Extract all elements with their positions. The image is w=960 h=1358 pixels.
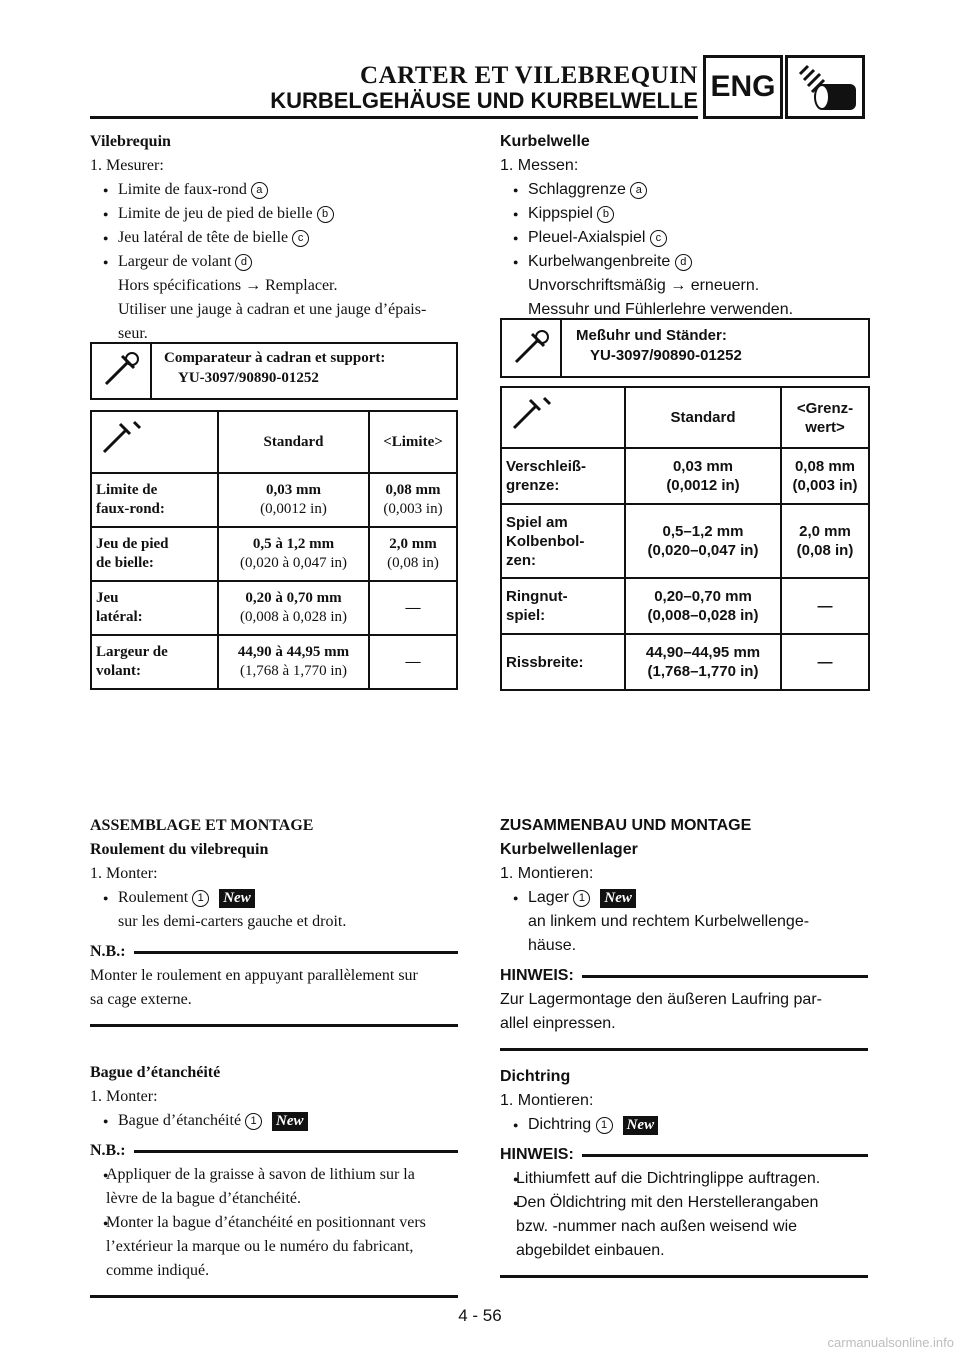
caliper-icon	[91, 411, 154, 473]
mark-d: d	[235, 254, 252, 271]
mark-1: 1	[596, 1117, 613, 1134]
de-row-label: Verschleiß- grenze:	[501, 448, 625, 504]
fr-nb-header: N.B.:	[90, 1139, 458, 1163]
header-title-de: KURBELGEHÄUSE UND KURBELWELLE	[270, 88, 698, 113]
mark-c: c	[292, 230, 309, 247]
de-row-standard: 0,20–0,70 mm (0,008–0,028 in)	[625, 578, 781, 634]
fr-item: ● Limite de jeu de pied de bielle b	[90, 202, 458, 226]
fr-tool-code: YU-3097/90890-01252	[178, 370, 319, 386]
wrench-icon	[92, 344, 152, 398]
de-row-label: Ringnut- spiel:	[501, 578, 625, 634]
de-row-standard: 44,90–44,95 mm (1,768–1,770 in)	[625, 634, 781, 690]
fr-row-standard: 0,20 à 0,70 mm (0,008 à 0,028 in)	[218, 581, 369, 635]
fr-row-limit: —	[369, 635, 457, 689]
fr-note: Hors spécifications → Remplacer.	[118, 277, 338, 294]
fr-title: Vilebrequin	[90, 133, 171, 150]
de-seal-note: ● Lithiumfett auf die Dichtringlippe auftragen.	[500, 1167, 868, 1191]
fr-seal-item: ● Bague d’étanchéité 1 New	[90, 1109, 458, 1133]
de-head-limit: <Grenz- wert>	[781, 387, 869, 448]
fr-bearing-item: ● Roulement 1 New	[90, 886, 458, 910]
mark-1: 1	[192, 890, 209, 907]
fr-bearing-note: Monter le roulement en appuyant parallèlement sur	[90, 967, 418, 984]
wrench-icon	[502, 320, 562, 376]
fr-asm-title: ASSEMBLAGE ET MONTAGE	[90, 817, 314, 834]
fr-step: 1. Mesurer:	[90, 157, 164, 174]
de-row-limit: —	[781, 578, 869, 634]
fr-row-label: Largeur de volant:	[91, 635, 218, 689]
fr-spec-table	[90, 410, 458, 690]
watermark: carmanualsonline.info	[827, 1335, 954, 1350]
eng-badge: ENG	[703, 55, 783, 119]
de-bearing-step: 1. Montieren:	[500, 865, 594, 882]
de-title: Kurbelwelle	[500, 133, 590, 150]
fr-bearing-title: Roulement du vilebrequin	[90, 841, 269, 858]
new-badge: New	[219, 889, 255, 908]
de-row-standard: 0,03 mm (0,0012 in)	[625, 448, 781, 504]
de-item: ● Kurbelwangenbreite d	[500, 250, 868, 274]
de-bearing-item: ● Lager 1 New	[500, 886, 868, 910]
de-asm-title: ZUSAMMENBAU UND MONTAGE	[500, 817, 752, 834]
de-seal-title: Dichtring	[500, 1068, 571, 1085]
fr-seal-note: ● Appliquer de la graisse à savon de lithium sur la lèvre de la bague d’étanchéité.	[90, 1163, 458, 1211]
fr-head-limit: <Limite>	[369, 411, 457, 473]
fr-row-label: Jeu de pied de bielle:	[91, 527, 218, 581]
fr-row-limit: —	[369, 581, 457, 635]
de-row-label: Spiel am Kolbenbol- zen:	[501, 504, 625, 578]
engine-icon	[785, 55, 865, 119]
de-note: Messuhr und Fühlerlehre verwenden.	[528, 301, 794, 318]
de-measure-section	[500, 130, 868, 322]
de-note: Unvorschriftsmäßig → erneuern.	[528, 277, 760, 294]
page-number: 4 - 56	[458, 1306, 502, 1325]
de-row-limit: 2,0 mm (0,08 in)	[781, 504, 869, 578]
fr-seal-step: 1. Monter:	[90, 1088, 158, 1105]
de-tool-box	[500, 318, 870, 378]
mark-b: b	[597, 206, 614, 223]
de-item: ● Kippspiel b	[500, 202, 868, 226]
fr-seal-note: ● Monter la bague d’étanchéité en positionnant vers l’extérieur la marque ou le numéro du fabricant, comme indiqué.	[90, 1211, 458, 1283]
mark-1: 1	[245, 1113, 262, 1130]
de-step: 1. Messen:	[500, 157, 579, 174]
fr-note: Utiliser une jauge à cadran et une jauge d’épais-	[118, 301, 427, 318]
new-badge: New	[600, 889, 636, 908]
header-rule	[90, 116, 698, 119]
de-spec-table	[500, 386, 870, 691]
de-hinweis-end	[500, 1048, 868, 1051]
de-seal-step: 1. Montieren:	[500, 1092, 594, 1109]
fr-row-label: Limite de faux-rond:	[91, 473, 218, 527]
fr-head-standard: Standard	[218, 411, 369, 473]
de-item: ● Pleuel-Axialspiel c	[500, 226, 868, 250]
fr-tool-title: Comparateur à cadran et support:	[164, 350, 386, 366]
fr-row-label: Jeu latéral:	[91, 581, 218, 635]
caliper-icon	[501, 387, 564, 448]
de-tool-title: Meßuhr und Ständer:	[576, 327, 727, 344]
fr-item: ● Jeu latéral de tête de bielle c	[90, 226, 458, 250]
de-row-limit: 0,08 mm (0,003 in)	[781, 448, 869, 504]
mark-a: a	[630, 182, 647, 199]
fr-bearing-step: 1. Monter:	[90, 865, 158, 882]
fr-nb-header: N.B.:	[90, 940, 458, 964]
de-hinweis-header: HINWEIS:	[500, 1143, 868, 1167]
new-badge: New	[272, 1112, 308, 1131]
mark-b: b	[317, 206, 334, 223]
de-bearing-title: Kurbelwellenlager	[500, 841, 638, 858]
mark-d: d	[675, 254, 692, 271]
de-bearing-sub: an linkem und rechtem Kurbelwellenge-	[528, 913, 810, 930]
de-tool-code: YU-3097/90890-01252	[590, 347, 742, 364]
de-assembly-section	[500, 814, 868, 1278]
mark-1: 1	[573, 890, 590, 907]
fr-bearing-note: sa cage externe.	[90, 991, 192, 1008]
de-seal-item: ● Dichtring 1 New	[500, 1113, 868, 1137]
fr-assembly-section	[90, 814, 458, 1298]
de-row-label: Rissbreite:	[501, 634, 625, 690]
de-hinweis-header: HINWEIS:	[500, 964, 868, 988]
de-row-standard: 0,5–1,2 mm (0,020–0,047 in)	[625, 504, 781, 578]
new-badge: New	[623, 1116, 659, 1135]
fr-note: seur.	[118, 325, 148, 342]
de-hinweis-end	[500, 1275, 868, 1278]
de-bearing-note: Zur Lagermontage den äußeren Laufring par-	[500, 991, 822, 1008]
fr-measure-section	[90, 130, 458, 346]
fr-nb-end	[90, 1295, 458, 1298]
fr-row-limit: 0,08 mm (0,003 in)	[369, 473, 457, 527]
mark-a: a	[251, 182, 268, 199]
fr-seal-title: Bague d’étanchéité	[90, 1064, 221, 1081]
fr-row-standard: 0,5 à 1,2 mm (0,020 à 0,047 in)	[218, 527, 369, 581]
de-bearing-note: allel einpressen.	[500, 1015, 616, 1032]
fr-row-limit: 2,0 mm (0,08 in)	[369, 527, 457, 581]
fr-bearing-sub: sur les demi-carters gauche et droit.	[118, 913, 347, 930]
mark-c: c	[650, 230, 667, 247]
fr-item: ● Largeur de volant d	[90, 250, 458, 274]
de-head-standard: Standard	[625, 387, 781, 448]
fr-item: ● Limite de faux-rond a	[90, 178, 458, 202]
de-item: ● Schlaggrenze a	[500, 178, 868, 202]
fr-row-standard: 44,90 à 44,95 mm (1,768 à 1,770 in)	[218, 635, 369, 689]
de-seal-note: ● Den Öldichtring mit den Herstellerangaben bzw. -nummer nach außen weisend wie abgebildet einbauen.	[500, 1191, 868, 1263]
de-bearing-sub: häuse.	[528, 937, 577, 954]
fr-nb-end	[90, 1024, 458, 1027]
header-title-fr: CARTER ET VILEBREQUIN	[360, 62, 698, 89]
de-row-limit: —	[781, 634, 869, 690]
fr-row-standard: 0,03 mm (0,0012 in)	[218, 473, 369, 527]
fr-tool-box	[90, 342, 458, 400]
